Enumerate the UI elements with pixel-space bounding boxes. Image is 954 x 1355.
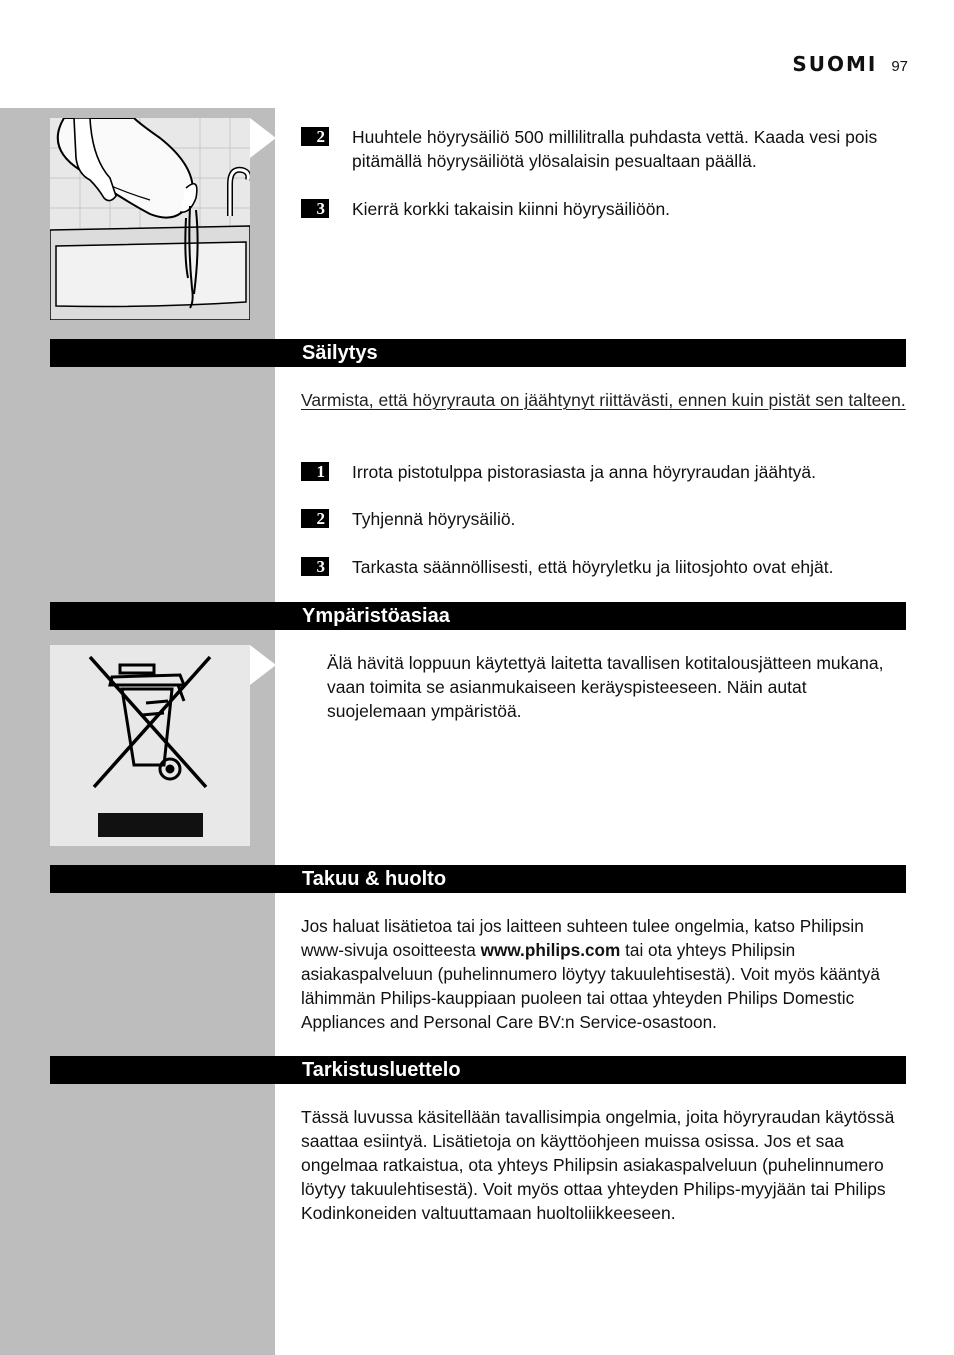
weee-illustration xyxy=(50,645,250,846)
language-label: SUOMI xyxy=(792,52,878,76)
step-text: Tarkasta säännöllisesti, että höyryletku ja liitosjohto ovat ehjät. xyxy=(352,557,834,577)
illustration-pointer xyxy=(250,118,276,158)
cleaning-step-2 xyxy=(301,125,906,173)
storage-step-3 xyxy=(301,555,906,579)
step-number: 3 xyxy=(301,199,329,218)
warranty-text xyxy=(301,914,906,1034)
rinse-tank-illustration xyxy=(50,118,250,320)
warranty-text-before: Jos haluat lisätietoa tai jos laitteen suhteen tulee ongelmia, katso Philipsin www-sivuja osoitteesta xyxy=(301,916,864,960)
section-title: Ympäristöasiaa xyxy=(302,605,450,627)
step-number: 1 xyxy=(301,462,329,481)
troubleshooting-text: Tässä luvussa käsitellään tavallisimpia ongelmia, joita höyryraudan käytössä saattaa esiintyä. Lisätietoja on käyttöohjeen muissa osissa. Jos et saa ongelmaa ratkaistua, ota yhteys Philipsin asiakaspalveluun (puhelinnumero löytyy takuulehtisestä). Voit myös ottaa yhteyden Philips-myyjään tai Philips Kodinkoneiden valtuuttamaan huoltoliikkeeseen. xyxy=(301,1107,895,1223)
step-text: Kierrä korkki takaisin kiinni höyrysäiliöön. xyxy=(352,199,671,219)
section-bar-storage xyxy=(50,339,906,367)
storage-step-1 xyxy=(301,460,906,484)
section-bar-troubleshooting xyxy=(50,1056,906,1084)
section-title: Takuu & huolto xyxy=(302,868,447,890)
page-header xyxy=(792,52,908,76)
section-title: Tarkistusluettelo xyxy=(302,1059,461,1081)
section-bar-warranty xyxy=(50,865,906,893)
section-bar-environment xyxy=(50,602,906,630)
illustration-pointer xyxy=(250,645,276,685)
rinse-tank-illustration-icon xyxy=(50,118,250,320)
page-number: 97 xyxy=(891,58,908,75)
step-number: 3 xyxy=(301,557,329,576)
environment-text: Älä hävitä loppuun käytettyä laitetta tavallisen kotitalousjätteen mukana, vaan toimita se asianmukaiseen keräyspisteeseen. Näin autat suojelemaan ympäristöä. xyxy=(327,653,884,721)
crossed-out-wheelie-bin-icon xyxy=(50,645,250,846)
storage-note-text: Varmista, että höyryrauta on jäähtynyt riittävästi, ennen kuin pistät sen talteen. xyxy=(301,390,906,410)
storage-note xyxy=(301,388,906,412)
cleaning-step-3 xyxy=(301,197,906,221)
step-number: 2 xyxy=(301,509,329,528)
storage-step-2 xyxy=(301,507,906,531)
step-number: 2 xyxy=(301,127,329,146)
step-text: Huuhtele höyrysäiliö 500 millilitralla puhdasta vettä. Kaada vesi pois pitämällä höyrysäiliötä ylösalaisin pesualtaan päällä. xyxy=(352,127,878,171)
step-text: Tyhjennä höyrysäiliö. xyxy=(352,509,516,529)
philips-website-link[interactable]: www.philips.com xyxy=(480,940,621,960)
step-text: Irrota pistotulppa pistorasiasta ja anna höyryraudan jäähtyä. xyxy=(352,462,817,482)
section-title: Säilytys xyxy=(302,342,378,364)
warranty-text-after: tai ota yhteys Philipsin asiakaspalveluun (puhelinnumero löytyy takuulehtisestä). Voit myös kääntyä lähimmän Philips-kauppiaan puoleen tai ottaa yhteyden Philips Domestic Appliances and Personal Care BV:n Service-osastoon. xyxy=(301,940,880,1032)
